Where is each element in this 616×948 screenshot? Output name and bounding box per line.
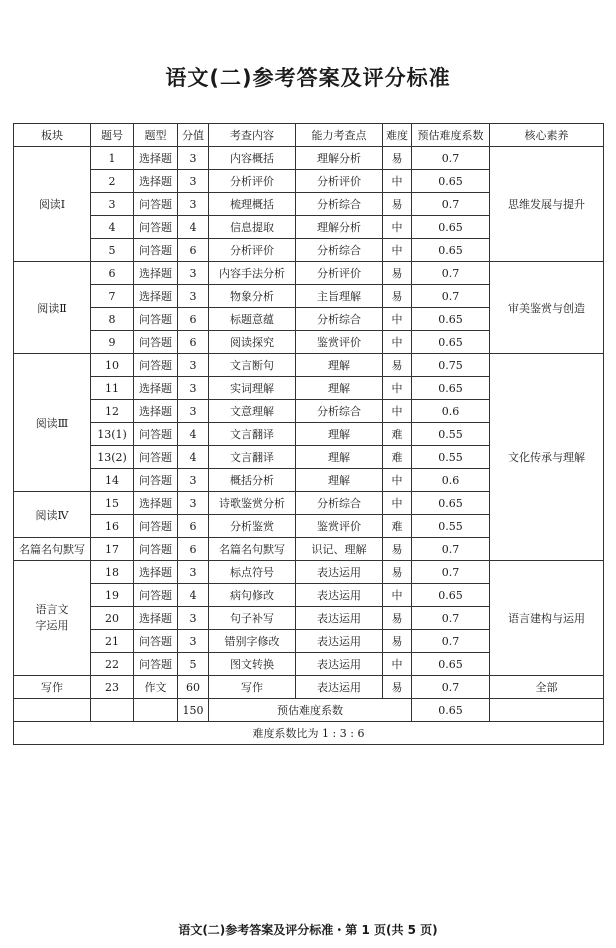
question-type: 问答题	[134, 469, 178, 492]
question-difficulty: 易	[383, 561, 412, 584]
question-type: 问答题	[134, 584, 178, 607]
question-difficulty: 中	[383, 170, 412, 193]
literacy-cell: 语言建构与运用	[490, 561, 604, 676]
question-score: 3	[178, 561, 209, 584]
question-content: 物象分析	[209, 285, 296, 308]
section-cell: 阅读Ⅳ	[14, 492, 91, 538]
question-score: 60	[178, 676, 209, 699]
question-content: 错别字修改	[209, 630, 296, 653]
question-difficulty: 易	[383, 354, 412, 377]
summary-label: 预估难度系数	[209, 699, 412, 722]
question-coefficient: 0.6	[412, 469, 490, 492]
page-title: 语文(二)参考答案及评分标准	[165, 66, 451, 90]
header-row	[14, 124, 604, 147]
question-content: 标点符号	[209, 561, 296, 584]
question-ability: 主旨理解	[296, 285, 383, 308]
question-number: 9	[91, 331, 134, 354]
question-ability: 分析评价	[296, 262, 383, 285]
question-difficulty: 易	[383, 630, 412, 653]
question-number: 23	[91, 676, 134, 699]
question-difficulty: 易	[383, 147, 412, 170]
question-content: 内容概括	[209, 147, 296, 170]
question-score: 3	[178, 630, 209, 653]
question-type: 问答题	[134, 538, 178, 561]
question-ability: 理解	[296, 423, 383, 446]
question-coefficient: 0.65	[412, 584, 490, 607]
question-ability: 理解	[296, 377, 383, 400]
header-cell: 题号	[91, 124, 134, 147]
question-coefficient: 0.75	[412, 354, 490, 377]
question-number: 15	[91, 492, 134, 515]
question-coefficient: 0.65	[412, 492, 490, 515]
question-coefficient: 0.7	[412, 147, 490, 170]
question-number: 20	[91, 607, 134, 630]
question-coefficient: 0.6	[412, 400, 490, 423]
question-content: 分析评价	[209, 239, 296, 262]
question-number: 3	[91, 193, 134, 216]
question-type: 作文	[134, 676, 178, 699]
question-difficulty: 中	[383, 492, 412, 515]
header-cell: 题型	[134, 124, 178, 147]
question-score: 6	[178, 538, 209, 561]
question-score: 4	[178, 446, 209, 469]
question-content: 实词理解	[209, 377, 296, 400]
empty-cell	[91, 699, 134, 722]
question-difficulty: 难	[383, 423, 412, 446]
question-ability: 理解	[296, 354, 383, 377]
question-score: 6	[178, 331, 209, 354]
section-language-label: 语言文字运用	[35, 603, 69, 632]
table-row	[14, 262, 604, 285]
question-number: 2	[91, 170, 134, 193]
literacy-cell: 思维发展与提升	[490, 147, 604, 262]
question-type: 问答题	[134, 239, 178, 262]
question-type: 选择题	[134, 377, 178, 400]
question-number: 12	[91, 400, 134, 423]
question-score: 4	[178, 216, 209, 239]
question-content: 文言翻译	[209, 423, 296, 446]
question-difficulty: 易	[383, 538, 412, 561]
question-score: 3	[178, 377, 209, 400]
question-type: 问答题	[134, 216, 178, 239]
question-ability: 理解	[296, 469, 383, 492]
question-number: 14	[91, 469, 134, 492]
question-ability: 理解	[296, 446, 383, 469]
empty-cell	[14, 699, 91, 722]
question-coefficient: 0.65	[412, 377, 490, 400]
question-difficulty: 中	[383, 308, 412, 331]
question-difficulty: 中	[383, 239, 412, 262]
question-coefficient: 0.7	[412, 262, 490, 285]
question-ability: 表达运用	[296, 676, 383, 699]
question-ability: 理解分析	[296, 216, 383, 239]
question-ability: 表达运用	[296, 584, 383, 607]
question-number: 21	[91, 630, 134, 653]
header-cell: 板块	[14, 124, 91, 147]
question-content: 文言断句	[209, 354, 296, 377]
empty-cell	[490, 699, 604, 722]
question-content: 图文转换	[209, 653, 296, 676]
question-score: 6	[178, 308, 209, 331]
question-content: 内容手法分析	[209, 262, 296, 285]
question-content: 诗歌鉴赏分析	[209, 492, 296, 515]
question-type: 问答题	[134, 423, 178, 446]
question-ability: 分析综合	[296, 492, 383, 515]
question-score: 3	[178, 193, 209, 216]
question-coefficient: 0.7	[412, 561, 490, 584]
question-score: 3	[178, 147, 209, 170]
question-number: 7	[91, 285, 134, 308]
section-cell: 阅读Ⅲ	[14, 354, 91, 492]
question-type: 问答题	[134, 630, 178, 653]
question-number: 22	[91, 653, 134, 676]
question-difficulty: 易	[383, 607, 412, 630]
question-difficulty: 中	[383, 584, 412, 607]
question-content: 概括分析	[209, 469, 296, 492]
question-type: 问答题	[134, 653, 178, 676]
page-footer: 语文(二)参考答案及评分标准・第 1 页(共 5 页)	[178, 923, 438, 937]
question-content: 标题意蕴	[209, 308, 296, 331]
question-score: 6	[178, 239, 209, 262]
question-content: 梳理概括	[209, 193, 296, 216]
question-score: 3	[178, 262, 209, 285]
ratio-row	[14, 722, 604, 745]
header-cell: 分值	[178, 124, 209, 147]
question-coefficient: 0.65	[412, 170, 490, 193]
table-row	[14, 147, 604, 170]
question-number: 1	[91, 147, 134, 170]
question-score: 3	[178, 285, 209, 308]
question-ability: 鉴赏评价	[296, 331, 383, 354]
question-score: 3	[178, 354, 209, 377]
question-number: 13(2)	[91, 446, 134, 469]
literacy-cell: 审美鉴赏与创造	[490, 262, 604, 354]
summary-row	[14, 699, 604, 722]
question-number: 11	[91, 377, 134, 400]
header-cell: 考查内容	[209, 124, 296, 147]
question-difficulty: 中	[383, 400, 412, 423]
question-content: 阅读探究	[209, 331, 296, 354]
question-coefficient: 0.7	[412, 285, 490, 308]
question-type: 选择题	[134, 262, 178, 285]
question-ability: 分析综合	[296, 193, 383, 216]
question-coefficient: 0.7	[412, 607, 490, 630]
table-row	[14, 676, 604, 699]
question-difficulty: 难	[383, 446, 412, 469]
question-number: 19	[91, 584, 134, 607]
header-cell: 难度	[383, 124, 412, 147]
question-type: 问答题	[134, 308, 178, 331]
question-ability: 表达运用	[296, 607, 383, 630]
section-cell: 写作	[14, 676, 91, 699]
question-ability: 分析评价	[296, 170, 383, 193]
literacy-cell: 文化传承与理解	[490, 354, 604, 561]
question-type: 问答题	[134, 354, 178, 377]
question-coefficient: 0.65	[412, 239, 490, 262]
question-score: 3	[178, 492, 209, 515]
question-coefficient: 0.65	[412, 653, 490, 676]
header-cell: 核心素养	[490, 124, 604, 147]
question-ability: 分析综合	[296, 308, 383, 331]
table-row	[14, 561, 604, 584]
question-coefficient: 0.55	[412, 446, 490, 469]
question-type: 问答题	[134, 331, 178, 354]
question-content: 病句修改	[209, 584, 296, 607]
question-number: 6	[91, 262, 134, 285]
question-type: 选择题	[134, 607, 178, 630]
question-score: 3	[178, 170, 209, 193]
question-difficulty: 中	[383, 331, 412, 354]
question-type: 选择题	[134, 400, 178, 423]
question-score: 6	[178, 515, 209, 538]
difficulty-ratio: 难度系数比为 1 : 3 : 6	[14, 722, 604, 745]
question-difficulty: 易	[383, 676, 412, 699]
question-type: 选择题	[134, 170, 178, 193]
question-type: 问答题	[134, 446, 178, 469]
question-difficulty: 难	[383, 515, 412, 538]
question-ability: 鉴赏评价	[296, 515, 383, 538]
question-type: 问答题	[134, 515, 178, 538]
total-score: 150	[178, 699, 209, 722]
question-coefficient: 0.65	[412, 308, 490, 331]
header-cell: 预估难度系数	[412, 124, 490, 147]
question-difficulty: 易	[383, 262, 412, 285]
question-difficulty: 中	[383, 653, 412, 676]
question-difficulty: 易	[383, 285, 412, 308]
question-type: 选择题	[134, 147, 178, 170]
question-difficulty: 中	[383, 469, 412, 492]
question-difficulty: 易	[383, 193, 412, 216]
summary-coefficient: 0.65	[412, 699, 490, 722]
literacy-cell: 全部	[490, 676, 604, 699]
question-content: 文意理解	[209, 400, 296, 423]
question-content: 句子补写	[209, 607, 296, 630]
header-cell: 能力考查点	[296, 124, 383, 147]
question-number: 13(1)	[91, 423, 134, 446]
section-cell: 阅读Ⅰ	[14, 147, 91, 262]
question-coefficient: 0.55	[412, 423, 490, 446]
question-coefficient: 0.7	[412, 193, 490, 216]
table-row	[14, 354, 604, 377]
question-number: 10	[91, 354, 134, 377]
question-score: 3	[178, 400, 209, 423]
question-content: 信息提取	[209, 216, 296, 239]
question-ability: 表达运用	[296, 630, 383, 653]
question-type: 选择题	[134, 285, 178, 308]
question-ability: 表达运用	[296, 561, 383, 584]
question-number: 18	[91, 561, 134, 584]
question-coefficient: 0.65	[412, 216, 490, 239]
question-coefficient: 0.7	[412, 630, 490, 653]
section-cell	[14, 561, 91, 676]
question-ability: 分析综合	[296, 239, 383, 262]
question-ability: 理解分析	[296, 147, 383, 170]
question-ability: 识记、理解	[296, 538, 383, 561]
question-type: 选择题	[134, 492, 178, 515]
question-number: 5	[91, 239, 134, 262]
question-score: 3	[178, 607, 209, 630]
question-coefficient: 0.7	[412, 676, 490, 699]
question-ability: 表达运用	[296, 653, 383, 676]
question-ability: 分析综合	[296, 400, 383, 423]
question-score: 3	[178, 469, 209, 492]
question-content: 文言翻译	[209, 446, 296, 469]
question-content: 分析鉴赏	[209, 515, 296, 538]
question-number: 17	[91, 538, 134, 561]
question-number: 4	[91, 216, 134, 239]
empty-cell	[134, 699, 178, 722]
question-number: 16	[91, 515, 134, 538]
section-cell: 名篇名句默写	[14, 538, 91, 561]
question-score: 4	[178, 423, 209, 446]
question-score: 4	[178, 584, 209, 607]
question-coefficient: 0.65	[412, 331, 490, 354]
question-type: 选择题	[134, 561, 178, 584]
question-type: 问答题	[134, 193, 178, 216]
question-difficulty: 中	[383, 377, 412, 400]
question-score: 5	[178, 653, 209, 676]
question-content: 分析评价	[209, 170, 296, 193]
question-coefficient: 0.7	[412, 538, 490, 561]
section-cell: 阅读Ⅱ	[14, 262, 91, 354]
question-difficulty: 中	[383, 216, 412, 239]
question-content: 写作	[209, 676, 296, 699]
question-coefficient: 0.55	[412, 515, 490, 538]
question-content: 名篇名句默写	[209, 538, 296, 561]
scoring-table	[13, 123, 604, 745]
question-number: 8	[91, 308, 134, 331]
